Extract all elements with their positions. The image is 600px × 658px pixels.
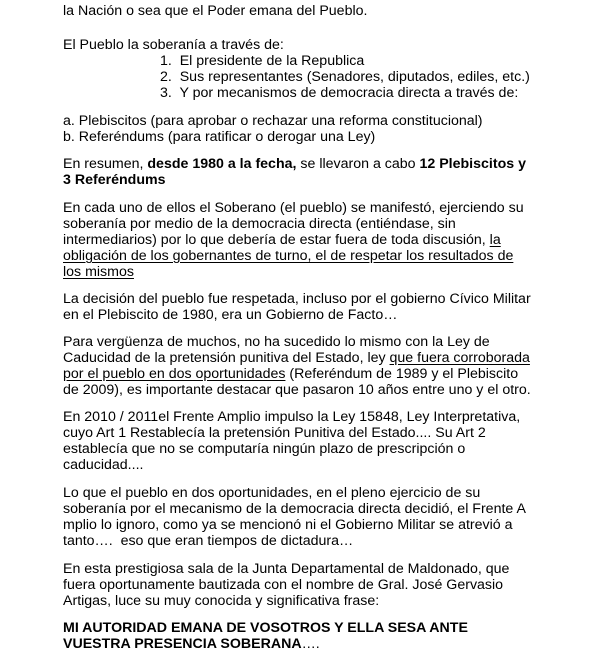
para-each-line-2: soberanía por medio de la democracia directa (entiéndase, sin [63, 216, 456, 232]
para-shame-line-2 [63, 350, 530, 367]
para-shame-line-3 [63, 366, 518, 383]
para-twice-line-3: mplio lo ignoro, como ya se mencionó ni el Gobierno Militar se atrevió a [63, 517, 513, 533]
intro-tail-line: la Nación o sea que el Poder emana del Pueblo. [63, 3, 368, 19]
artigas-quote-ellipsis: …. [301, 636, 320, 652]
para-shame-underlined: por el pueblo en dos oportunidades [63, 366, 286, 382]
para-decision-line-2: en el Plebiscito de 1980, era un Gobierno de Facto… [63, 307, 398, 323]
para-each-text: intermediarios) por lo que debería de estar fuera de toda discusión, [63, 232, 490, 248]
sovereignty-item-2: 2. Sus representantes (Senadores, diputados, ediles, etc.) [160, 69, 530, 85]
artigas-quote-line-2 [63, 636, 320, 653]
para-hall-line-2: fuera oportunamente bautizada con el nombre de Gral. José Gervasio [63, 577, 504, 593]
para-2010-line-2: cuyo Art 1 Restablecía la pretensión Punitiva del Estado.... Su Art 2 [63, 425, 486, 441]
para-shame-underlined: que fuera corroborada [389, 350, 530, 366]
para-2010-line-3: establecía que no se computaría ningún plazo de prescripción o [63, 441, 466, 457]
artigas-quote-bold: VUESTRA PRESENCIA SOBERANA [63, 636, 302, 652]
para-each-line-5: los mismos [63, 264, 134, 280]
para-each-underlined: la [489, 232, 501, 248]
sovereignty-item-1: 1. El presidente de la Republica [160, 53, 365, 69]
para-twice-line-2: soberanía por el mecanismo de la democracia directa decidió, el Frente A [63, 501, 526, 517]
para-twice-line-1: Lo que el pueblo en dos oportunidades, en el pleno ejercicio de su [63, 485, 481, 501]
para-2010-line-4: caducidad.... [63, 457, 144, 473]
summary-line-1 [63, 156, 526, 173]
sovereignty-lead: El Pueblo la soberanía a través de: [63, 37, 284, 53]
para-shame-line-1: Para vergüenza de muchos, no ha sucedido lo mismo con la Ley de [63, 334, 490, 350]
sovereignty-item-3: 3. Y por mecanismos de democracia directa a través de: [160, 85, 519, 101]
summary-bold-plebiscites: 12 Plebiscitos y [419, 156, 526, 172]
referendums-item: b. Referéndums (para ratificar o derogar una Ley) [63, 129, 376, 145]
para-shame-text: Caducidad de la pretensión punitiva del Estado, ley [63, 350, 390, 366]
summary-bold-referendums: 3 Referéndums [63, 172, 166, 188]
artigas-quote-line-1: MI AUTORIDAD EMANA DE VOSOTROS Y ELLA SESA ANTE [63, 620, 468, 636]
para-twice-line-4: tanto…. eso que eran tiempos de dictadura… [63, 533, 354, 549]
summary-text: se llevaron a cabo [296, 156, 420, 172]
para-shame-text: (Referéndum de 1989 y el Plebiscito [285, 366, 519, 382]
summary-bold-date: desde 1980 a la fecha, [147, 156, 297, 172]
para-hall-line-1: En esta prestigiosa sala de la Junta Departamental de Maldonado, que [63, 561, 510, 577]
para-hall-line-3: Artigas, luce su muy conocida y significativa frase: [63, 593, 380, 609]
para-each-line-1: En cada uno de ellos el Soberano (el pueblo) se manifestó, ejerciendo su [63, 200, 524, 216]
para-each-line-3 [63, 232, 501, 249]
para-each-line-4: obligación de los gobernantes de turno, el de respetar los resultados de [63, 248, 514, 264]
para-decision-line-1: La decisión del pueblo fue respetada, incluso por el gobierno Cívico Militar [63, 291, 531, 307]
summary-text: En resumen, [63, 156, 148, 172]
para-shame-line-4: de 2009), es importante destacar que pasaron 10 años entre uno y el otro. [63, 382, 531, 398]
plebiscitos-item: a. Plebiscitos (para aprobar o rechazar una reforma constitucional) [63, 113, 483, 129]
para-2010-line-1: En 2010 / 2011el Frente Amplio impulso la Ley 15848, Ley Interpretativa, [63, 409, 521, 425]
